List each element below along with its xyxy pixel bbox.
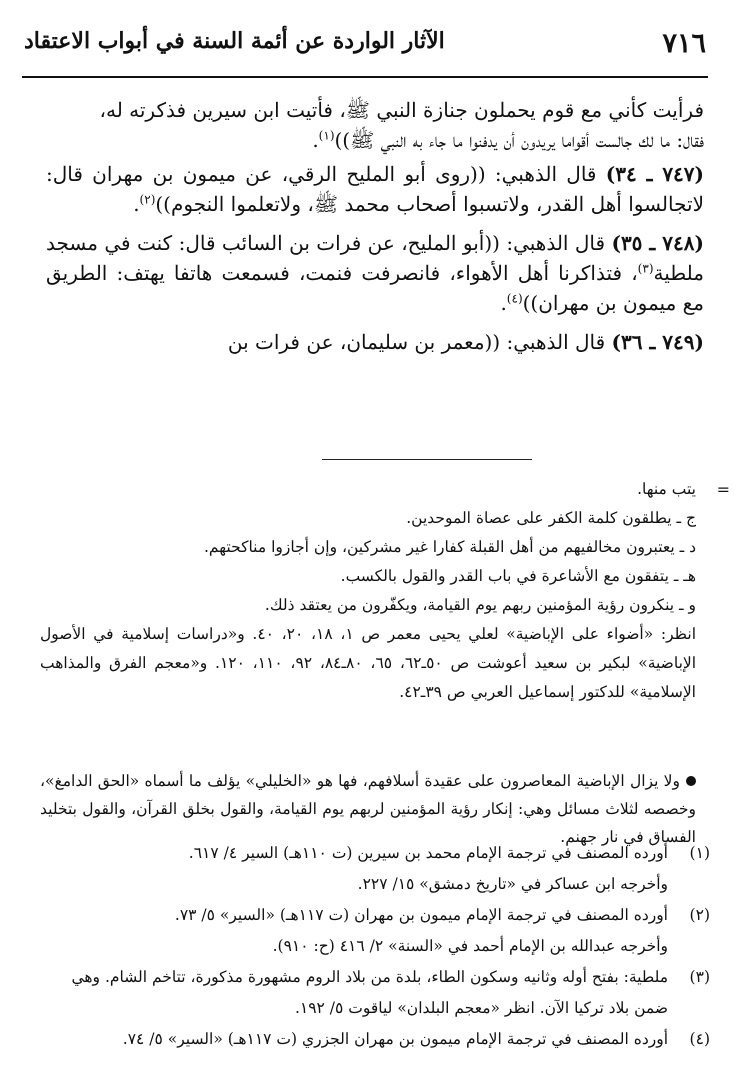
footnote-line: يتب منها. — [637, 480, 696, 498]
footnote-number: (٤) — [689, 1030, 710, 1048]
footnote-number: (٢) — [689, 906, 710, 924]
continuation-marker: = — [716, 480, 730, 499]
running-header-title: الآثار الواردة عن أئمة السنة في أبواب الاعتقاد — [24, 28, 445, 54]
footnote-line: انظر: «أضواء على الإباضية» لعلي يحيى معمر ص ١، ١٨، ٢٠، ٤٠. و«دراسات إسلامية في الأصول الإباضية» لبكير بن سعيد أعوشت ص ٥٠ـ٦٢، ٦٥، ٨٠ـ٨٤، ٩٢، ١١٠، ١٢٠. و«معجم الفرق والمذاهب الإسلامية» للدكتور إسماعيل العربي ص ٣٩ـ٤٢. — [40, 625, 697, 701]
footnote-item: (٤) أورده المصنف في ترجمة الإمام ميمون بن مهران الجزري (ت ١١٧هـ) «السير» ٥/ ٧٤. — [40, 1024, 710, 1055]
footnote-line: و ـ ينكرون رؤية المؤمنين ربهم يوم القيامة، ويكفّرون من يعتقد ذلك. — [264, 596, 696, 614]
footnote-item: (١) أورده المصنف في ترجمة الإمام محمد بن سيرين (ت ١١٠هـ) السير ٤/ ٦١٧. — [40, 838, 710, 869]
text-line: فقال: ما لك جالست أقواما يريدون أن يدفنوا ما جاء به النبي ﷺ))$^{(١)}$. — [312, 128, 704, 152]
entry-number: (٧٤٨ ـ ٣٥) — [611, 231, 704, 255]
footnote-item: (٣) ملطية: بفتح أوله وثانيه وسكون الطاء، بلدة من بلاد الروم مشهورة مذكورة، تتاخم الشام. وهي ضمن بلاد تركيا الآن. انظر «معجم البلدان» لياقوت ٥/ ١٩٢. — [40, 962, 710, 1024]
bullet-icon — [686, 776, 696, 786]
footnote-number: (٣) — [689, 968, 710, 986]
footnote-continuation — [40, 475, 730, 707]
footnotes-list — [40, 838, 710, 1055]
page-number: ٧١٦ — [662, 28, 706, 59]
entry-747: (٧٤٧ ـ ٣٤) قال الذهبي: ((روى أبو المليح الرقي، عن ميمون بن مهران قال: لاتجالسوا أهل القدر، ولاتسبوا أصحاب محمد ﷺ، ولاتعلموا النجوم))$^{(٢)}$. — [46, 162, 705, 216]
footnote-ref: (٤) — [506, 291, 523, 306]
footnote-line: وأخرجه عبدالله بن الإمام أحمد في «السنة» ٢/ ٤١٦ (ح: ٩١٠). — [272, 937, 668, 955]
footnote-ref: (٣) — [637, 261, 654, 276]
footnote-line: وأخرجه ابن عساكر في «تاريخ دمشق» ١٥/ ٢٢٧. — [357, 875, 668, 893]
footnote-line: د ـ يعتبرون مخالفيهم من أهل القبلة كفارا غير مشركين، وإن أجازوا مناكحتهم. — [204, 538, 696, 556]
entry-number: (٧٤٧ ـ ٣٤) — [605, 162, 705, 186]
footnote-ref: (١) — [318, 128, 335, 143]
footnote-separator — [322, 459, 532, 460]
entry-749: (٧٤٩ ـ ٣٦) قال الذهبي: ((معمر بن سليمان، عن فرات بن — [227, 330, 704, 354]
entry-number: (٧٤٩ ـ ٣٦) — [611, 330, 704, 354]
footnote-paragraph: ولا يزال الإباضية المعاصرون على عقيدة أسلافهم، فها هو «الخليلي» يؤلف ما أسماه «الحق الدامغ»، وخصصه لثلاث مسائل وهي: إنكار رؤية المؤمنين لربهم يوم القيامة، والقول بخلق القرآن، والقول بتخليد الفساق في نار جهنم. — [40, 772, 696, 846]
header-rule — [22, 76, 708, 78]
text-line: فرأيت كأني مع قوم يحملون جنازة النبي ﷺ، فأتيت ابن سيرين فذكرته له، — [99, 98, 704, 122]
footnote-line: هـ ـ يتفقون مع الأشاعرة في باب القدر والقول بالكسب. — [340, 567, 696, 585]
main-text — [46, 95, 704, 357]
footnote-number: (١) — [689, 844, 710, 862]
footnote-ref: (٢) — [139, 192, 156, 207]
footnote-item: (٢) أورده المصنف في ترجمة الإمام ميمون بن مهران (ت ١١٧هـ) «السير» ٥/ ٧٣. — [40, 900, 710, 931]
entry-748: (٧٤٨ ـ ٣٥) قال الذهبي: ((أبو المليح، عن فرات بن السائب قال: كنت في مسجد ملطية$^{(٣)}$، فتذاكرنا أهل الأهواء، فانصرفت فنمت، فسمعت هاتفا يهتف: الطريق مع ميمون بن مهران))$^{(٤)}$. — [46, 231, 704, 315]
footnote-line: ج ـ يطلقون كلمة الكفر على عصاة الموحدين. — [406, 509, 696, 527]
